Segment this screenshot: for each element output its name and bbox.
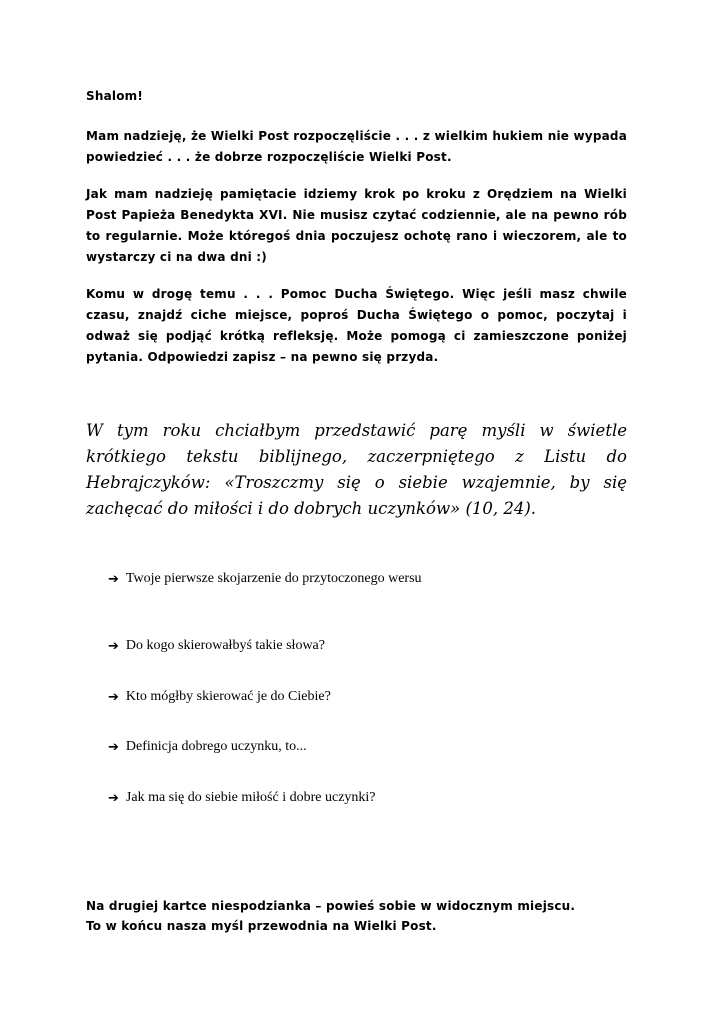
question-item xyxy=(108,638,325,654)
question-text: Jak ma się do siebie miłość i dobre uczynki? xyxy=(125,790,376,805)
footer-line: Na drugiej kartce niespodzianka – powieś sobie w widocznym miejscu. xyxy=(86,899,576,913)
footer-line: To w końcu nasza myśl przewodnia na Wielki Post. xyxy=(86,919,437,933)
question-text: Definicja dobrego uczynku, to... xyxy=(125,739,307,754)
arrow-right-icon: ➔ xyxy=(108,790,119,806)
quote-paragraph: W tym roku chciałbym przedstawić parę myśli w świetle krótkiego tekstu biblijnego, zaczerpniętego z Listu do Hebrajczyków: «Troszczmy się o siebie wzajemnie, by się zachęcać do miłości i do dobrych uczynków» (10, 24). xyxy=(86,421,627,518)
footer-note xyxy=(86,896,646,936)
message-paragraph: Jak mam nadzieję pamiętacie idziemy krok po kroku z Orędziem na Wielki Post Papieża Benedykta XVI. Nie musisz czytać codziennie, ale na pewno rób to regularnie. Może któregoś dnia poczujesz ochotę rano i wieczorem, ale to wystarczy ci na dwa dni :) xyxy=(86,187,627,264)
arrow-right-icon: ➔ xyxy=(108,638,119,654)
question-item xyxy=(108,689,331,705)
arrow-right-icon: ➔ xyxy=(108,739,119,755)
arrow-right-icon: ➔ xyxy=(108,571,119,587)
arrow-right-icon: ➔ xyxy=(108,689,119,705)
question-text: Do kogo skierowałbyś takie słowa? xyxy=(125,638,325,653)
reflection-paragraph: Komu w drogę temu . . . Pomoc Ducha Świętego. Więc jeśli masz chwile czasu, znajdź ciche miejsce, poproś Ducha Świętego o pomoc, poczytaj i odważ się podjąć krótką refleksję. Może pomogą ci zamieszczone poniżej pytania. Odpowiedzi zapisz – na pewno się przyda. xyxy=(86,287,627,364)
question-text: Kto mógłby skierować je do Ciebie? xyxy=(125,689,331,704)
question-item xyxy=(108,571,422,587)
greeting: Shalom! xyxy=(86,89,144,103)
question-item xyxy=(108,790,376,806)
question-item xyxy=(108,739,307,755)
intro-paragraph: Mam nadzieję, że Wielki Post rozpoczęliście . . . z wielkim hukiem nie wypada powiedzieć . . . że dobrze rozpoczęliście Wielki Post. xyxy=(86,129,627,164)
question-text: Twoje pierwsze skojarzenie do przytoczonego wersu xyxy=(125,571,422,586)
